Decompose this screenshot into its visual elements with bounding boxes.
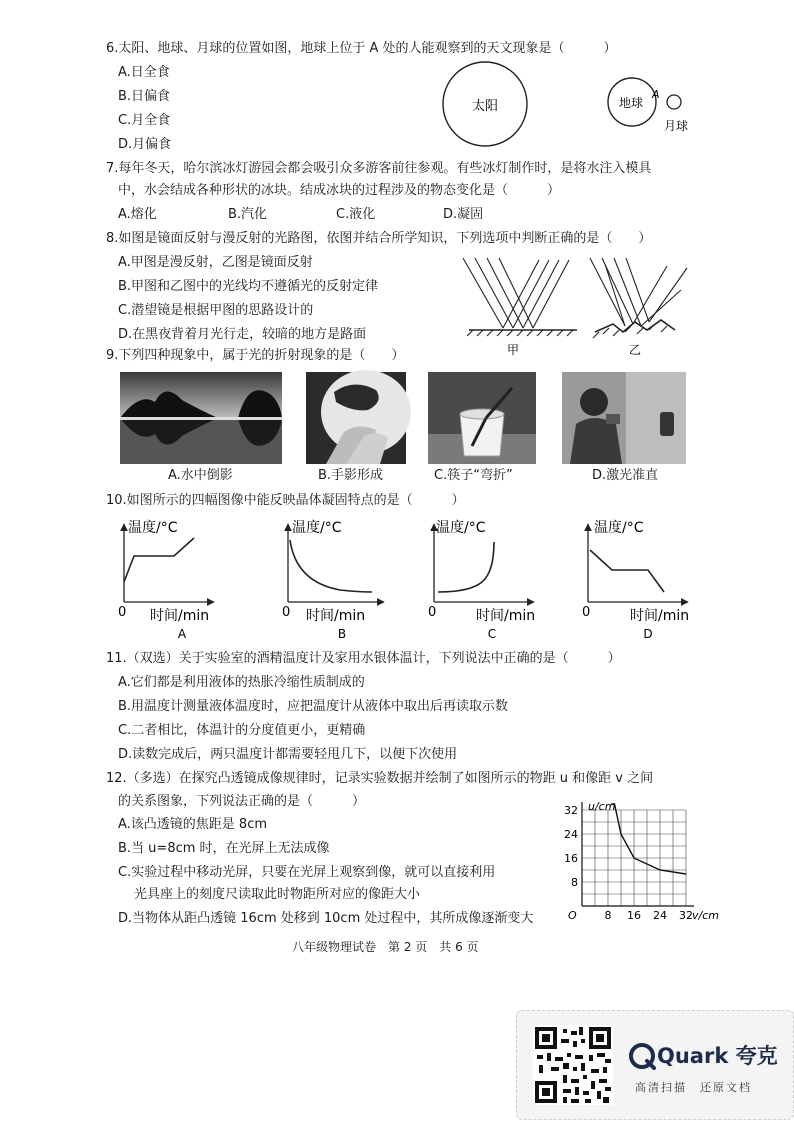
point-a-label: A [652, 88, 660, 101]
q9-caption-a: A.水中倒影 [168, 468, 233, 483]
origin-label: O [568, 909, 577, 922]
graph-d-origin: 0 [582, 605, 591, 620]
graph-d-curve [590, 550, 664, 592]
q12-option-c-cont: 光具座上的刻度尺读取此时物距所对应的像距大小 [134, 887, 421, 902]
quark-scan-panel [516, 1010, 794, 1120]
quark-brand: Quark 夸克 [657, 1044, 778, 1068]
q6-option-a: A.日全食 [118, 65, 170, 80]
q12-option-c: C.实验过程中移动光屏，只要在光屏上观察到像，就可以直接利用 [118, 865, 496, 880]
graph-b-label: B [337, 627, 347, 641]
graph-a-xlabel: 时间/min [150, 608, 210, 624]
quark-tagline: 高清扫描 还原文档 [635, 1081, 752, 1094]
q6-stem: 6.太阳、地球、月球的位置如图，地球上位于 A 处的人能观察到的天文现象是（ ） [106, 41, 617, 56]
yi-label: 乙 [628, 343, 642, 357]
graph-d-ylabel: 温度/°C [594, 520, 644, 536]
q11-option-a: A.它们都是利用液体的热胀冷缩性质制成的 [118, 675, 365, 690]
graph-d [582, 519, 689, 641]
graph-b-ylabel: 温度/°C [292, 520, 342, 536]
q6-figure [430, 58, 700, 158]
sun-label: 太阳 [471, 99, 499, 114]
q11-stem: 11.（双选）关于实验室的酒精温度计及家用水银体温计，下列说法中正确的是（ ） [106, 651, 621, 666]
graph-d-xlabel: 时间/min [630, 608, 690, 624]
uv-curve [611, 804, 686, 874]
x-tick-label: 8 [604, 909, 612, 922]
quark-logo-icon [629, 1043, 657, 1071]
q6-option-b: B.日偏食 [118, 89, 171, 104]
graph-c-xlabel: 时间/min [476, 608, 536, 624]
earth-label: 地球 [618, 96, 644, 110]
q8-option-b: B.甲图和乙图中的光线均不遵循光的反射定律 [118, 279, 379, 294]
q7-stem-line1: 7.每年冬天，哈尔滨冰灯游园会都会吸引众多游客前往参观。有些冰灯制作时，是将水注入模具 [106, 161, 652, 176]
jia-label: 甲 [506, 343, 520, 357]
q11-option-b: B.用温度计测量液体温度时，应把温度计从液体中取出后再读取示数 [118, 699, 509, 714]
q7-option-b: B.汽化 [228, 207, 268, 222]
graph-c-ylabel: 温度/°C [436, 520, 486, 536]
graph-b-curve [290, 540, 372, 592]
q8-option-d: D.在黑夜背着月光行走，较暗的地方是路面 [118, 327, 367, 342]
photo-hand-shadow [306, 372, 406, 464]
q8-figure [455, 250, 695, 362]
q7-option-a: A.熔化 [118, 207, 157, 222]
graph-a-origin: 0 [118, 605, 127, 620]
q9-caption-d: D.激光准直 [592, 468, 659, 483]
moon-circle [667, 95, 681, 109]
graph-d-label: D [643, 627, 653, 641]
q9-caption-c: C.筷子“弯折” [434, 468, 513, 483]
x-tick-label: 24 [653, 909, 667, 922]
y-tick-label: 32 [564, 804, 578, 817]
graph-b-origin: 0 [282, 605, 291, 620]
graph-b-xlabel: 时间/min [306, 608, 366, 624]
graph-a-curve [124, 538, 194, 582]
graph-a [118, 519, 214, 641]
q10-stem: 10.如图所示的四幅图像中能反映晶体凝固特点的是（ ） [106, 493, 465, 508]
y-tick-label: 8 [571, 876, 578, 889]
page-footer: 八年级物理试卷 第 2 页 共 6 页 [292, 940, 479, 954]
q8-option-c: C.潜望镜是根据甲图的思路设计的 [118, 303, 314, 318]
q12-option-d: D.当物体从距凸透镜 16cm 处移到 10cm 处过程中，其所成像逐渐变大 [118, 911, 534, 926]
q7-option-d: D.凝固 [443, 207, 484, 222]
graph-a-label: A [177, 627, 187, 641]
moon-label: 月球 [663, 119, 689, 133]
q9-caption-b: B.手影形成 [318, 468, 384, 483]
q12-stem-line2: 的关系图象，下列说法正确的是（ ） [118, 794, 366, 809]
x-axis-label: v/cm [692, 909, 719, 922]
graph-c-curve [438, 542, 494, 592]
photo-laser-alignment [562, 372, 686, 464]
x-tick-label: 16 [627, 909, 641, 922]
q12-stem-line1: 12.（多选）在探究凸透镜成像规律时，记录实验数据并绘制了如图所示的物距 u 和像距 v 之间 [106, 771, 654, 786]
q7-stem-line2: 中，水会结成各种形状的冰块。结成冰块的过程涉及的物态变化是（ ） [118, 183, 561, 198]
q11-option-c: C.二者相比，体温计的分度值更小，更精确 [118, 723, 366, 738]
q6-option-d: D.月偏食 [118, 137, 172, 152]
graph-c-label: C [487, 627, 497, 641]
q12-option-a: A.该凸透镜的焦距是 8cm [118, 817, 268, 832]
q8-stem: 8.如图是镜面反射与漫反射的光路图，依图并结合所学知识，下列选项中判断正确的是（ ） [106, 231, 652, 246]
x-tick-label: 32 [679, 909, 693, 922]
q12-option-b: B.当 u=8cm 时，在光屏上无法成像 [118, 841, 330, 856]
q6-option-c: C.月全食 [118, 113, 171, 128]
q7-option-c: C.液化 [336, 207, 376, 222]
q10-graphs [110, 512, 710, 642]
y-tick-label: 24 [564, 828, 578, 841]
mirror-reflection-diagram [463, 258, 577, 336]
graph-a-ylabel: 温度/°C [128, 520, 178, 536]
diffuse-reflection-diagram [590, 258, 687, 338]
q11-option-d: D.读数完成后，两只温度计都需要轻甩几下，以便下次使用 [118, 747, 458, 762]
graph-c-origin: 0 [428, 605, 437, 620]
qr-code[interactable] [533, 1025, 613, 1105]
q8-option-a: A.甲图是漫反射，乙图是镜面反射 [118, 255, 313, 270]
graph-c [428, 519, 535, 641]
photo-chopstick-in-water [428, 372, 536, 464]
uv-chart [556, 800, 719, 922]
graph-b [282, 519, 384, 641]
photo-reflection-in-water [120, 372, 282, 464]
y-axis-label: u/cm [588, 800, 616, 813]
y-tick-label: 16 [564, 852, 578, 865]
q9-stem: 9.下列四种现象中，属于光的折射现象的是（ ） [106, 348, 405, 363]
